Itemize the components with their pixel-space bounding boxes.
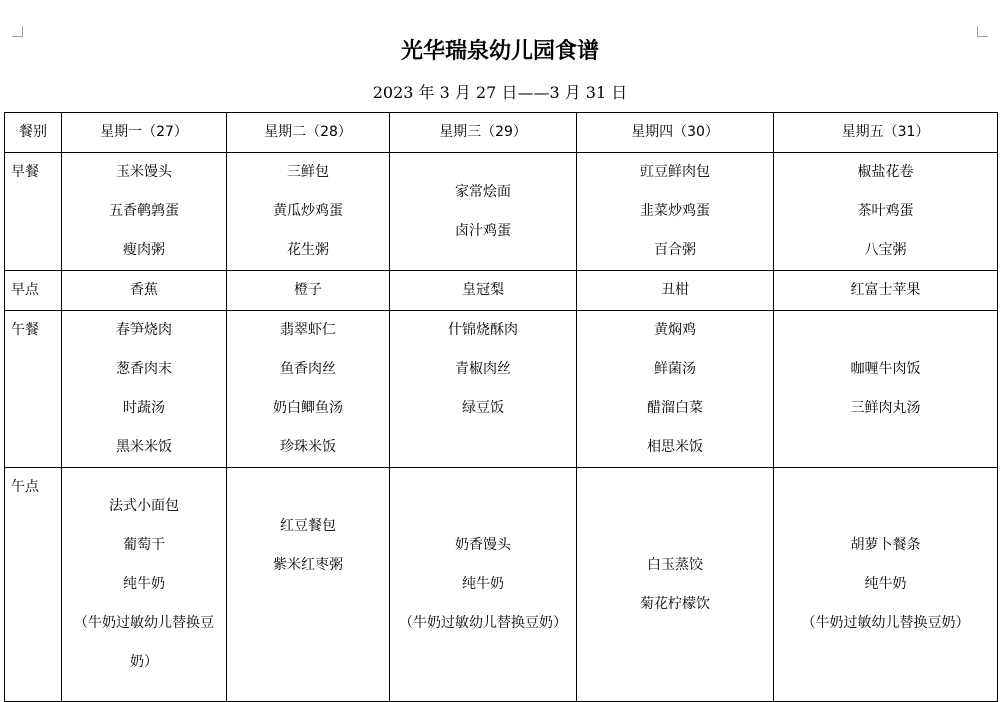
menu-item: 豇豆鲜肉包 [640, 164, 710, 180]
menu-item: 百合粥 [654, 242, 696, 258]
menu-item: 咖喱牛肉饭 [850, 361, 921, 377]
header-day-fri: 星期五（31） [774, 113, 998, 153]
menu-item: （牛奶过敏幼儿替换豆奶） [801, 615, 970, 631]
header-category: 餐别 [5, 113, 62, 153]
lunch-fri [774, 311, 998, 468]
afternoon-snack-wed [390, 468, 577, 702]
menu-item: 橙子 [294, 282, 322, 298]
menu-item: 红富士苹果 [850, 282, 921, 298]
menu-item: 菊花柠檬饮 [640, 595, 710, 612]
lunch-label: 午餐 [5, 311, 62, 468]
menu-item: 花生粥 [287, 242, 329, 258]
header-day-mon: 星期一（27） [62, 113, 227, 153]
header-row [5, 113, 998, 153]
afternoon-snack-tue [227, 468, 390, 702]
menu-item: 丑柑 [661, 282, 689, 298]
menu-table [4, 112, 998, 702]
menu-item: 玉米馒头 [116, 164, 172, 180]
menu-item: 法式小面包 [109, 498, 179, 514]
menu-item: 纯牛奶 [864, 576, 907, 592]
menu-item: 相思米饭 [647, 439, 703, 455]
menu-item: 奶） [130, 654, 158, 670]
page-title: 光华瑞泉幼儿园食谱 [400, 39, 599, 64]
menu-item: 茶叶鸡蛋 [857, 203, 914, 219]
menu-item: 绿豆饭 [462, 400, 504, 416]
header-day-thu: 星期四（30） [577, 113, 774, 153]
lunch-thu [577, 311, 774, 468]
menu-item: 白玉蒸饺 [647, 556, 703, 573]
menu-item: 胡萝卜餐条 [850, 537, 921, 553]
menu-item: 葡萄干 [123, 537, 165, 553]
date-range: 2023 年 3 月 27 日——3 月 31 日 [372, 83, 628, 102]
menu-item: 黄瓜炒鸡蛋 [273, 203, 343, 219]
menu-item: 奶香馒头 [455, 537, 511, 553]
menu-item: 春笋烧肉 [116, 322, 172, 338]
breakfast-wed [390, 153, 577, 271]
menu-item: 卤汁鸡蛋 [455, 222, 511, 239]
morning-snack-mon [62, 271, 227, 311]
header-day-tue: 星期二（28） [227, 113, 390, 153]
morning-snack-thu [577, 271, 774, 311]
afternoon-snack-fri [774, 468, 998, 702]
afternoon-snack-thu [577, 468, 774, 702]
menu-item: 纯牛奶 [462, 576, 504, 592]
lunch-wed [390, 311, 577, 468]
menu-item: 醋溜白菜 [647, 400, 703, 416]
menu-item: 黄焖鸡 [654, 322, 696, 338]
breakfast-fri [774, 153, 998, 271]
afternoon-snack-label: 午点 [5, 468, 62, 702]
menu-item: 八宝粥 [864, 242, 907, 258]
morning-snack-fri [774, 271, 998, 311]
menu-item: 时蔬汤 [123, 400, 165, 416]
lunch-mon [62, 311, 227, 468]
header-day-wed: 星期三（29） [390, 113, 577, 153]
menu-item: 家常烩面 [455, 183, 511, 200]
menu-item: 椒盐花卷 [857, 164, 914, 180]
menu-item: 葱香肉末 [116, 361, 172, 377]
menu-item: 皇冠梨 [462, 282, 504, 298]
menu-item: 青椒肉丝 [455, 361, 511, 377]
breakfast-tue [227, 153, 390, 271]
afternoon-snack-mon [62, 468, 227, 702]
menu-item: （牛奶过敏幼儿替换豆奶） [399, 615, 567, 631]
menu-item: 鱼香肉丝 [280, 361, 336, 377]
menu-item: 红豆餐包 [280, 518, 336, 534]
breakfast-row [5, 153, 998, 271]
menu-item: 香蕉 [130, 282, 158, 298]
morning-snack-label: 早点 [5, 271, 62, 311]
menu-item: 三鲜包 [287, 164, 329, 180]
morning-snack-tue [227, 271, 390, 311]
menu-item: 三鲜肉丸汤 [850, 400, 921, 416]
menu-item: （牛奶过敏幼儿替换豆 [74, 615, 214, 631]
menu-item: 黑米米饭 [116, 439, 172, 455]
menu-item: 奶白鲫鱼汤 [273, 400, 343, 416]
morning-snack-row [5, 271, 998, 311]
breakfast-label: 早餐 [5, 153, 62, 271]
lunch-tue [227, 311, 390, 468]
menu-item: 翡翠虾仁 [280, 322, 336, 338]
menu-item: 五香鹌鹑蛋 [109, 203, 179, 219]
menu-item: 鲜菌汤 [654, 361, 696, 377]
morning-snack-wed [390, 271, 577, 311]
menu-item: 瘦肉粥 [123, 242, 165, 258]
menu-item: 韭菜炒鸡蛋 [640, 203, 710, 219]
breakfast-mon [62, 153, 227, 271]
menu-item: 珍珠米饭 [280, 439, 336, 455]
menu-item: 什锦烧酥肉 [448, 322, 518, 338]
menu-item: 紫米红枣粥 [273, 557, 343, 573]
afternoon-snack-row [5, 468, 998, 702]
menu-item: 纯牛奶 [123, 576, 165, 592]
lunch-row [5, 311, 998, 468]
breakfast-thu [577, 153, 774, 271]
